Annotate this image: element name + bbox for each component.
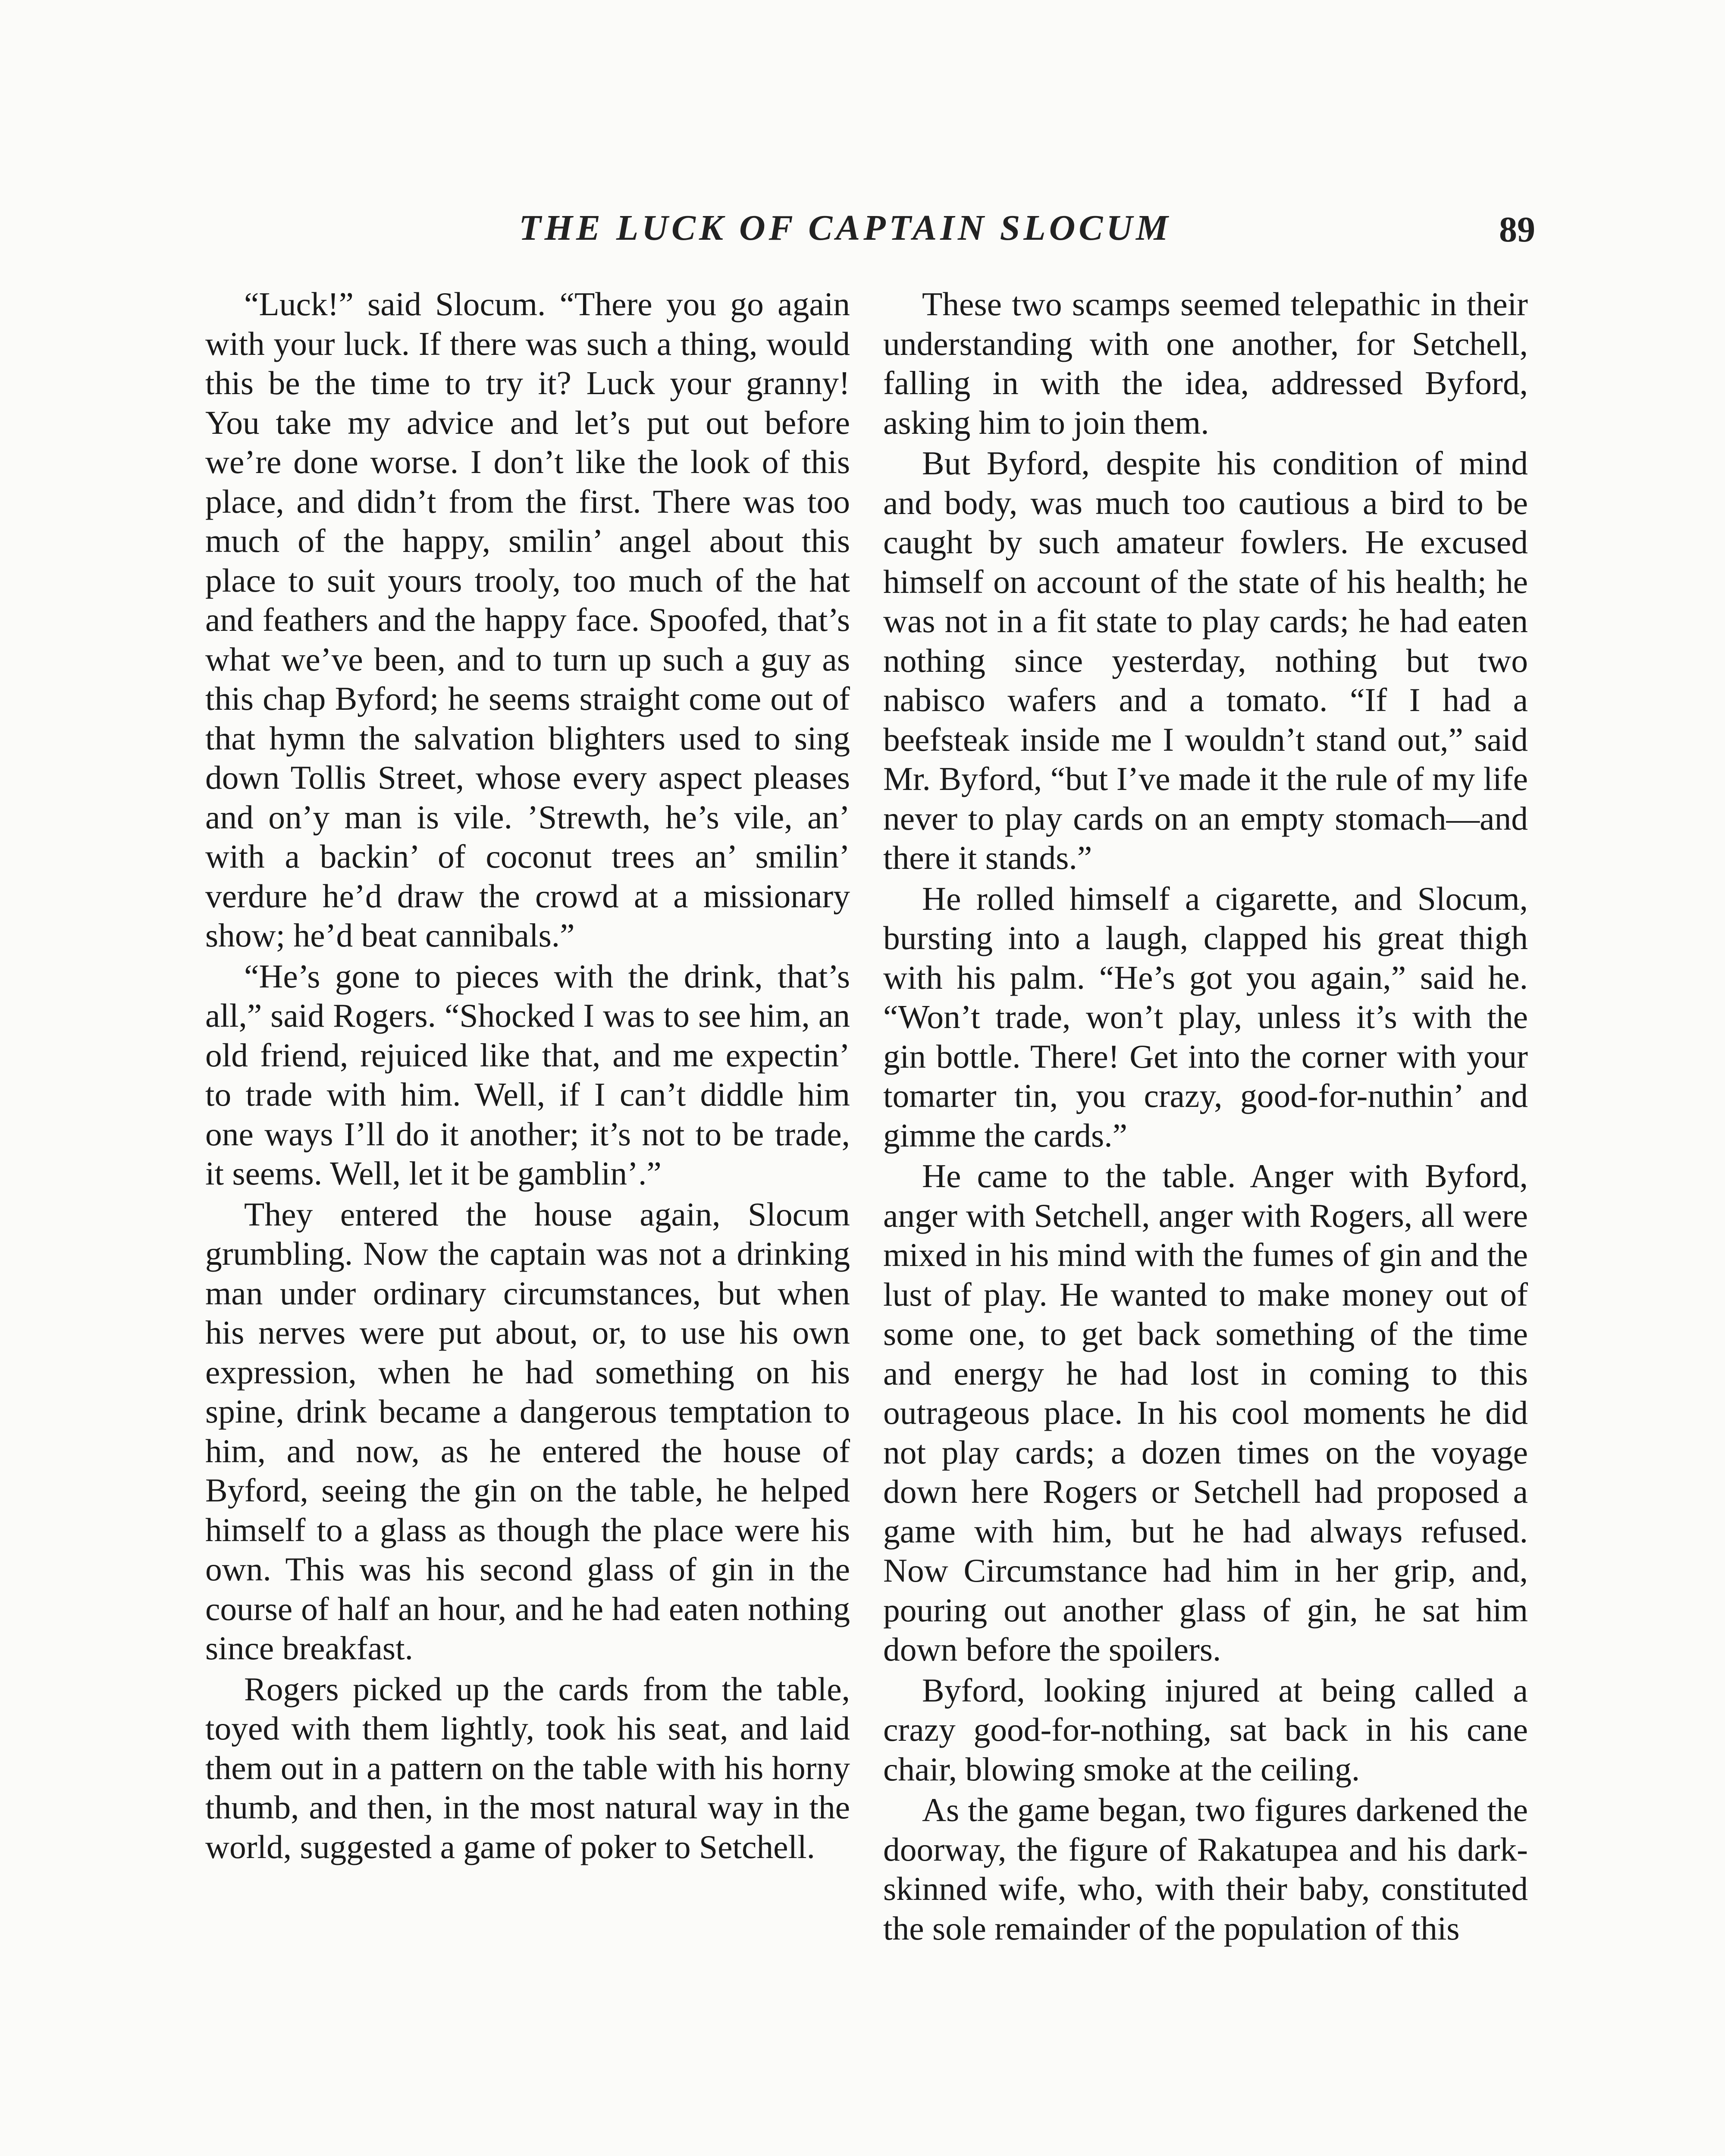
paragraph: But Byford, despite his condition of mind and body, was much too cautious a bird to be caught by such amateur fowlers. He excused himself on account of the state of his health; he was not in a fit state to play cards; he had eaten nothing since yesterday, nothing but two nabisco wafers and a tomato. “If I had a beefsteak inside me I wouldn’t stand out,” said Mr. Byford, “but I’ve made it the rule of my life never to play cards on an empty stomach—and there it stands.” <box>883 445 1528 876</box>
page-number: 89 <box>1499 210 1535 250</box>
paragraph: Rogers picked up the cards from the table, toyed with them lightly, took his seat, and laid them out in a pattern on the table with his horny thumb, and then, in the most natural way in the world, suggested a game of poker to Setchell. <box>205 1670 850 1865</box>
paragraph: As the game began, two figures darkened the doorway, the figure of Rakatupea and his dark-skinned wife, who, with their baby, constituted the sole remainder of the population of this <box>883 1791 1528 1947</box>
paragraph: He rolled himself a cigarette, and Slocum, bursting into a laugh, clapped his great thigh with his palm. “He’s got you again,” said he. “Won’t trade, won’t play, unless it’s with the gin bottle. There! Get into the corner with your tomarter tin, you crazy, good-for-nuthin’ and gimme the cards.” <box>883 880 1528 1154</box>
paragraph: He came to the table. Anger with Byford, anger with Setchell, anger with Rogers, all were mixed in his mind with the fumes of gin and the lust of play. He wanted to make money out of some one, to get back something of the time and energy he had lost in coming to this outrageous place. In his cool moments he did not play cards; a dozen times on the voyage down here Rogers or Setchell had proposed a game with him, but he had always refused. Now Circumstance had him in her grip, and, pouring out another glass of gin, he sat him down before the spoilers. <box>883 1157 1528 1668</box>
paragraph: They entered the house again, Slocum grumbling. Now the captain was not a drinking man under ordinary circumstances, but when his nerves were put about, or, to use his own expression, when he had something on his spine, drink became a dangerous temptation to him, and now, as he entered the house of Byford, seeing the gin on the table, he helped himself to a glass as though the place were his own. This was his second glass of gin in the course of half an hour, and he had eaten nothing since breakfast. <box>205 1195 850 1667</box>
paragraph: These two scamps seemed telepathic in their understanding with one another, for Setchell, falling in with the idea, addressed Byford, asking him to join them. <box>883 285 1528 441</box>
paragraph: Byford, looking injured at being called a crazy good-for-nothing, sat back in his cane chair, blowing smoke at the ceiling. <box>883 1671 1528 1788</box>
left-column <box>205 285 850 1867</box>
running-head-title: THE LUCK OF CAPTAIN SLOCUM <box>519 208 1172 248</box>
right-column <box>883 285 1528 1948</box>
paragraph: “Luck!” said Slocum. “There you go again with your luck. If there was such a thing, would this be the time to try it? Luck your granny! You take my advice and let’s put out before we’re done worse. I don’t like the look of this place, and didn’t from the first. There was too much of the happy, smilin’ angel about this place to suit yours trooly, too much of the hat and feathers and the happy face. Spoofed, that’s what we’ve been, and to turn up such a guy as this chap Byford; he seems straight come out of that hymn the salvation blighters used to sing down Tollis Street, whose every aspect pleases and on’y man is vile. ’Strewth, he’s vile, an’ with a backin’ of coconut trees an’ smilin’ verdure he’d draw the crowd at a missionary show; he’d beat cannibals.” <box>205 285 850 954</box>
paragraph: “He’s gone to pieces with the drink, that’s all,” said Rogers. “Shocked I was to see him, an old friend, rejuiced like that, and me expectin’ to trade with him. Well, if I can’t diddle him one ways I’ll do it another; it’s not to be trade, it seems. Well, let it be gamblin’.” <box>205 957 850 1192</box>
